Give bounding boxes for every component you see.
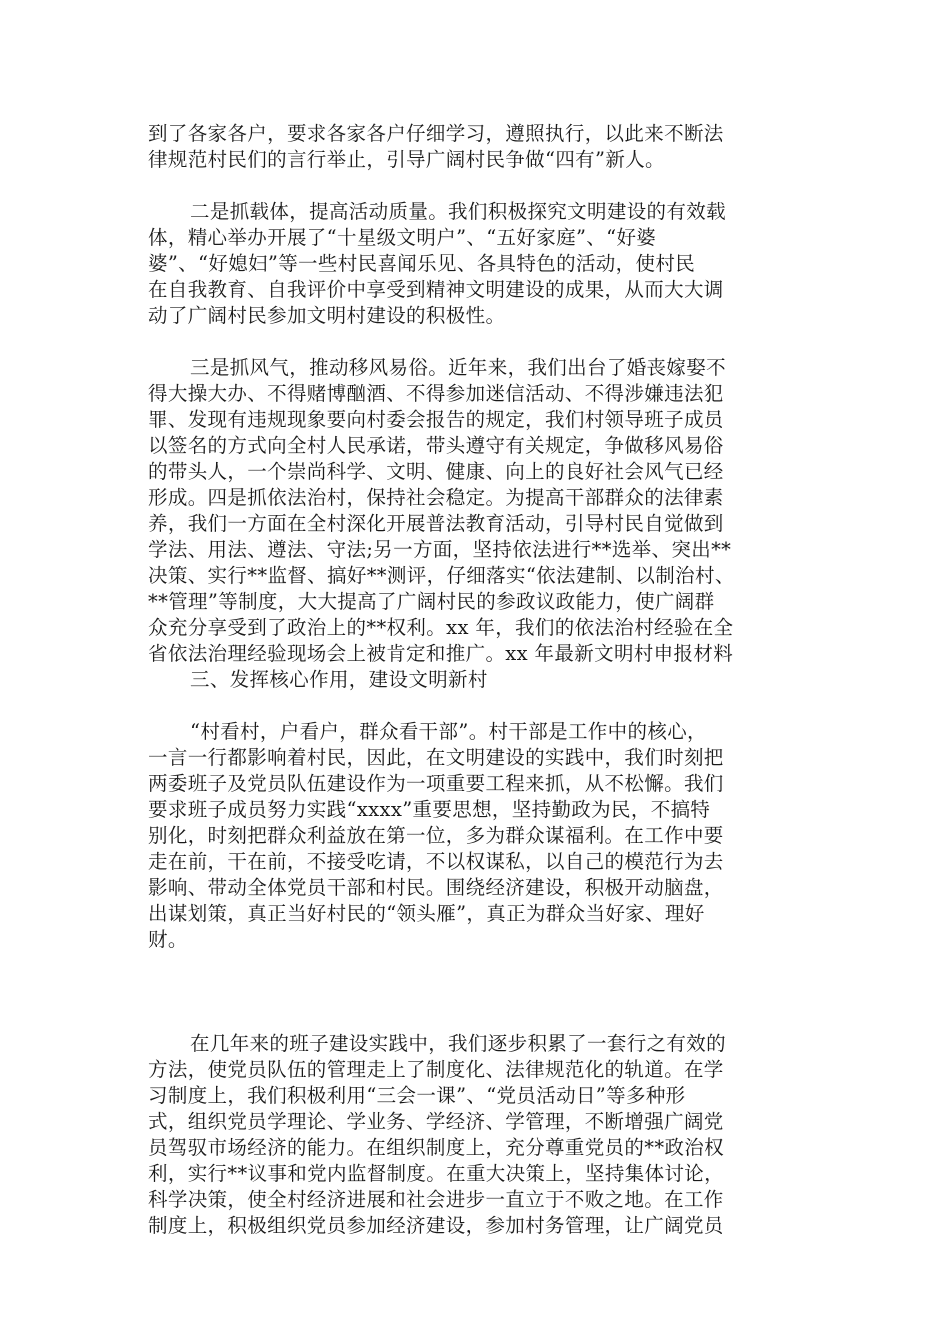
text-line: 婆”、“好媳妇”等一些村民喜闻乐见、各具特色的活动，使村民: [148, 252, 696, 275]
text-line: 体，精心举办开展了“十星级文明户”、“五好家庭”、“好婆: [148, 226, 657, 249]
text-line: 形成。四是抓依法治村，保持社会稳定。为提高干部群众的法律素: [148, 486, 724, 509]
text-line: 学法、用法、遵法、守法;另一方面，坚持依法进行**选举、突出**: [148, 538, 732, 561]
paragraph-6: [148, 1031, 808, 1239]
text-line: 要求班子成员努力实践“xxxx”重要思想，坚持勤政为民，不搞特: [148, 798, 711, 821]
text-line: 得大操大办、不得赌博酗酒、不得参加迷信活动、不得涉嫌违法犯: [148, 382, 724, 405]
text-line: 以签名的方式向全村人民承诺，带头遵守有关规定，争做移风易俗: [148, 434, 724, 457]
text-line: 众充分享受到了政治上的**权利。xx 年，我们的依法治村经验在全: [148, 616, 734, 639]
text-line: 动了广阔村民参加文明村建设的积极性。: [148, 304, 506, 327]
text-line: 员驾驭市场经济的能力。在组织制度上，充分尊重党员的**政治权: [148, 1136, 725, 1159]
text-line: 制度上，积极组织党员参加经济建设，参加村务管理，让广阔党员: [148, 1214, 724, 1237]
text-line: 的带头人，一个崇尚科学、文明、健康、向上的良好社会风气已经: [148, 460, 724, 483]
text-line: 财。: [148, 928, 188, 951]
text-line: “村看村，户看户，群众看干部”。村干部是工作中的核心，: [190, 720, 707, 743]
text-line: 省依法治理经验现场会上被肯定和推广。xx 年最新文明村申报材料: [148, 642, 734, 665]
text-line: 律规范村民们的言行举止，引导广阔村民争做“四有”新人。: [148, 148, 665, 171]
text-line: 两委班子及党员队伍建设作为一项重要工程来抓，从不松懈。我们: [148, 772, 724, 795]
text-line: 科学决策，使全村经济进展和社会进步一直立于不败之地。在工作: [148, 1188, 724, 1211]
text-line: 习制度上，我们积极利用“三会一课”、“党员活动日”等多种形: [148, 1084, 686, 1107]
text-line: 别化，时刻把群众利益放在第一位，多为群众谋福利。在工作中要: [148, 824, 724, 847]
text-line: 到了各家各户，要求各家各户仔细学习，遵照执行，以此来不断法: [148, 122, 724, 145]
text-line: 养，我们一方面在全村深化开展普法教育活动，引导村民自觉做到: [148, 512, 724, 535]
text-line: 利，实行**议事和党内监督制度。在重大决策上，坚持集体讨论，: [148, 1162, 725, 1185]
text-line: 式，组织党员学理论、学业务、学经济、学管理，不断增强广阔党: [148, 1110, 724, 1133]
text-line: 出谋划策，真正当好村民的“领头雁”，真正为群众当好家、理好: [148, 902, 705, 925]
section-heading-text: 三、发挥核心作用，建设文明新村: [190, 668, 488, 691]
text-line: 走在前，干在前，不接受吃请，不以权谋私，以自己的模范行为去: [148, 850, 724, 873]
text-line: **管理”等制度，大大提高了广阔村民的参政议政能力，使广阔群: [148, 590, 715, 613]
paragraph-2: [148, 199, 808, 329]
text-line: 决策、实行**监督、搞好**测评，仔细落实“依法建制、以制治村、: [148, 564, 735, 587]
text-line: 在几年来的班子建设实践中，我们逐步积累了一套行之有效的: [190, 1032, 726, 1055]
section-heading: [148, 667, 808, 693]
paragraph-1: [148, 121, 808, 173]
text-line: 三是抓风气，推动移风易俗。近年来，我们出台了婚丧嫁娶不: [190, 356, 726, 379]
text-line: 方法，使党员队伍的管理走上了制度化、法律规范化的轨道。在学: [148, 1058, 724, 1081]
text-line: 罪、发现有违规现象要向村委会报告的规定，我们村领导班子成员: [148, 408, 724, 431]
text-line: 影响、带动全体党员干部和村民。围绕经济建设，积极开动脑盘，: [148, 876, 724, 899]
text-line: 一言一行都影响着村民，因此，在文明建设的实践中，我们时刻把: [148, 746, 724, 769]
paragraph-3: [148, 355, 808, 667]
text-line: 二是抓载体，提高活动质量。我们积极探究文明建设的有效载: [190, 200, 726, 223]
text-line: 在自我教育、自我评价中享受到精神文明建设的成果，从而大大调: [148, 278, 724, 301]
paragraph-5: [148, 719, 808, 953]
